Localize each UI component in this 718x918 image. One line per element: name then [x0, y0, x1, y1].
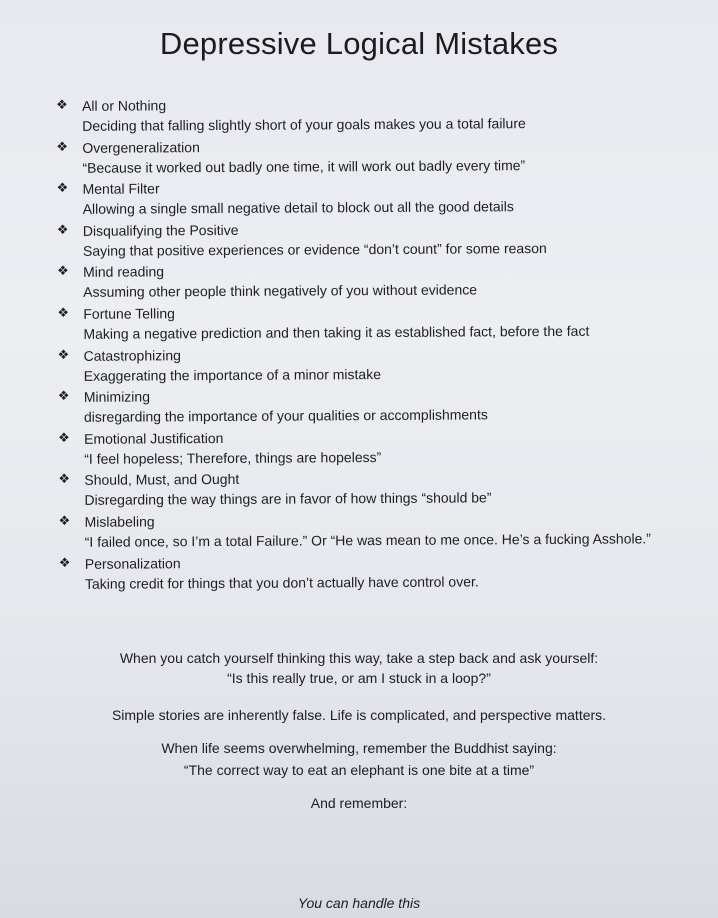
list-item — [58, 466, 698, 512]
closing-question: “Is this really true, or am I stuck in a loop?” — [227, 670, 491, 686]
mistake-term: Disqualifying the Positive — [82, 221, 239, 239]
mistakes-list — [56, 92, 699, 595]
closing-line: When you catch yourself thinking this way, take a step back and ask yourself: — [119, 650, 599, 666]
diamond-bullet-icon: ❖ — [56, 180, 69, 196]
closing-line: And remember: — [310, 795, 408, 811]
diamond-bullet-icon: ❖ — [56, 221, 69, 237]
list-item — [59, 508, 699, 554]
list-item — [57, 300, 697, 346]
mistake-description: Allowing a single small negative detail to block out all the good details — [82, 198, 514, 218]
list-item — [56, 134, 696, 180]
mistake-term: Mind reading — [83, 263, 165, 281]
list-item — [56, 92, 696, 138]
mistake-description: Assuming other people think negatively of you without evidence — [83, 281, 478, 301]
diamond-bullet-icon: ❖ — [57, 346, 70, 362]
list-item — [58, 342, 698, 388]
page-title: Depressive Logical Mistakes — [159, 26, 559, 61]
list-item — [57, 258, 697, 304]
mistake-description: disregarding the importance of your qualities or accomplishments — [83, 406, 488, 425]
diamond-bullet-icon: ❖ — [57, 388, 70, 404]
diamond-bullet-icon: ❖ — [58, 471, 71, 487]
mistake-term: Personalization — [84, 554, 181, 572]
mistake-description: Taking credit for things that you don’t actually have control over. — [84, 572, 479, 592]
diamond-bullet-icon: ❖ — [57, 263, 69, 279]
mistake-term: Emotional Justification — [84, 429, 224, 447]
list-item — [58, 425, 698, 471]
diamond-bullet-icon: ❖ — [58, 554, 71, 570]
mistake-description: “I feel hopeless; Therefore, things are hopeless” — [84, 448, 382, 467]
mistake-term: Mental Filter — [82, 180, 160, 198]
mistake-description: Exaggerating the importance of a minor mistake — [83, 365, 382, 384]
mistake-description: Deciding that falling slightly short of your goals makes you a total failure — [82, 115, 526, 134]
mistake-description: “I failed once, so I’m a total Failure.” Or “He was mean to me once. He’s a fucking Asshole.” — [84, 530, 651, 550]
diamond-bullet-icon: ❖ — [58, 429, 70, 445]
signoff: You can handle this — [297, 895, 421, 911]
diamond-bullet-icon: ❖ — [57, 304, 70, 320]
diamond-bullet-icon: ❖ — [56, 96, 68, 112]
closing-quote: “The correct way to eat an elephant is one bite at a time” — [183, 762, 535, 778]
closing-line: When life seems overwhelming, remember the Buddhist saying: — [161, 740, 557, 756]
diamond-bullet-icon: ❖ — [58, 512, 71, 528]
mistake-term: Overgeneralization — [82, 138, 200, 156]
mistake-term: Fortune Telling — [83, 305, 175, 322]
list-item — [58, 383, 698, 429]
mistake-term: Catastrophizing — [83, 346, 181, 364]
mistake-term: Should, Must, and Ought — [84, 471, 240, 489]
closing-line: Simple stories are inherently false. Life is complicated, and perspective matters. — [111, 707, 607, 723]
mistake-description: Making a negative prediction and then taking it as established fact, before the fact — [83, 322, 590, 342]
diamond-bullet-icon: ❖ — [56, 138, 69, 154]
list-item — [57, 175, 697, 221]
mistake-description: Saying that positive experiences or evidence “don’t count” for some reason — [82, 239, 547, 259]
mistake-description: Disregarding the way things are in favor of how things “should be” — [84, 489, 492, 509]
mistake-description: “Because it worked out badly one time, it will work out badly every time” — [82, 156, 526, 176]
mistake-term: Mislabeling — [84, 513, 155, 530]
mistake-term: All or Nothing — [82, 97, 167, 114]
mistake-term: Minimizing — [83, 388, 151, 405]
list-item — [59, 550, 699, 596]
list-item — [57, 217, 697, 263]
